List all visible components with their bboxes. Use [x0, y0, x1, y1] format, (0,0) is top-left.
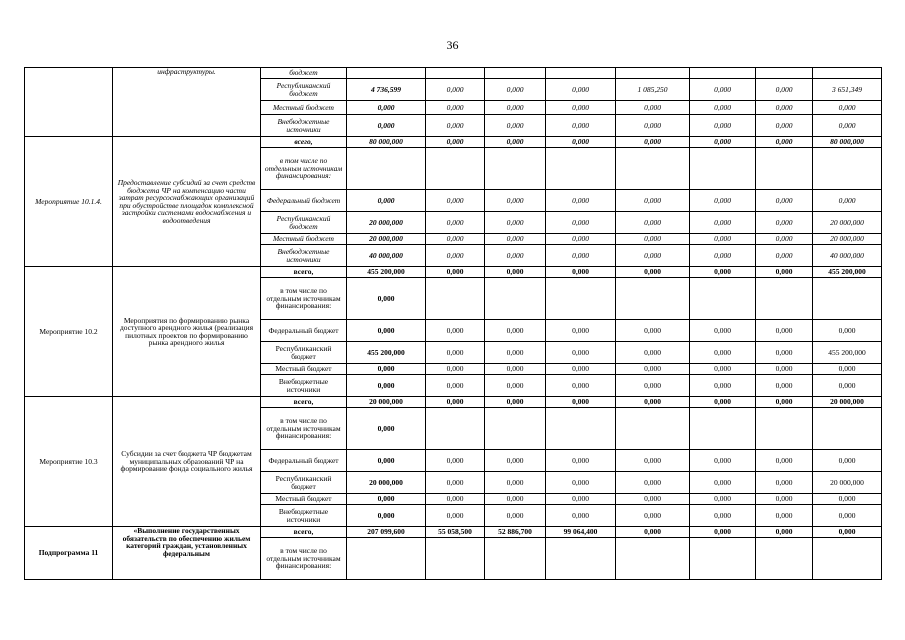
value-cell: 0,000 — [426, 364, 485, 375]
value-cell: 0,000 — [546, 472, 616, 494]
value-cell: 4 736,599 — [347, 79, 426, 101]
value-cell: 0,000 — [616, 397, 690, 408]
value-cell: 20 000,000 — [347, 472, 426, 494]
value-cell: 0,000 — [347, 364, 426, 375]
program-name-cell: Мероприятие 10.1.4. — [25, 137, 113, 267]
value-cell: 0,000 — [485, 245, 546, 267]
value-cell: 0,000 — [813, 364, 882, 375]
value-cell: 0,000 — [690, 79, 756, 101]
funding-source-cell: Внебюджетные источники — [261, 245, 347, 267]
value-cell: 0,000 — [426, 505, 485, 527]
program-description-cell: инфраструктуры. — [113, 68, 261, 137]
value-cell: 0,000 — [616, 190, 690, 212]
value-cell: 0,000 — [813, 505, 882, 527]
value-cell: 0,000 — [813, 101, 882, 115]
value-cell: 0,000 — [485, 375, 546, 397]
value-cell — [756, 278, 813, 320]
value-cell: 0,000 — [426, 472, 485, 494]
value-cell: 0,000 — [347, 278, 426, 320]
value-cell: 0,000 — [546, 397, 616, 408]
value-cell: 0,000 — [616, 245, 690, 267]
value-cell: 0,000 — [756, 375, 813, 397]
value-cell: 0,000 — [485, 320, 546, 342]
table-row — [25, 68, 882, 79]
value-cell: 455 200,000 — [813, 342, 882, 364]
value-cell: 40 000,000 — [347, 245, 426, 267]
value-cell: 0,000 — [426, 115, 485, 137]
value-cell: 0,000 — [546, 234, 616, 245]
value-cell: 0,000 — [485, 190, 546, 212]
value-cell: 0,000 — [813, 375, 882, 397]
value-cell: 0,000 — [347, 375, 426, 397]
value-cell — [426, 148, 485, 190]
value-cell: 0,000 — [485, 267, 546, 278]
value-cell: 0,000 — [426, 397, 485, 408]
value-cell — [485, 278, 546, 320]
value-cell: 0,000 — [347, 494, 426, 505]
value-cell: 0,000 — [426, 79, 485, 101]
value-cell — [546, 148, 616, 190]
value-cell: 0,000 — [690, 137, 756, 148]
value-cell: 0,000 — [426, 450, 485, 472]
value-cell: 0,000 — [616, 364, 690, 375]
value-cell: 0,000 — [690, 505, 756, 527]
value-cell: 0,000 — [546, 245, 616, 267]
value-cell: 0,000 — [546, 342, 616, 364]
value-cell: 0,000 — [756, 245, 813, 267]
value-cell — [546, 278, 616, 320]
page-number: 36 — [446, 38, 459, 52]
value-cell: 0,000 — [485, 137, 546, 148]
value-cell: 0,000 — [546, 115, 616, 137]
value-cell: 0,000 — [690, 472, 756, 494]
value-cell: 0,000 — [426, 320, 485, 342]
value-cell: 0,000 — [690, 364, 756, 375]
value-cell — [426, 538, 485, 580]
funding-source-cell: Местный бюджет — [261, 494, 347, 505]
value-cell: 0,000 — [546, 364, 616, 375]
value-cell: 80 000,000 — [813, 137, 882, 148]
value-cell: 0,000 — [690, 267, 756, 278]
value-cell: 0,000 — [485, 115, 546, 137]
value-cell — [546, 538, 616, 580]
value-cell: 0,000 — [616, 342, 690, 364]
value-cell — [813, 68, 882, 79]
value-cell: 0,000 — [426, 494, 485, 505]
value-cell: 0,000 — [690, 115, 756, 137]
value-cell: 0,000 — [546, 505, 616, 527]
value-cell: 0,000 — [813, 527, 882, 538]
value-cell — [485, 538, 546, 580]
value-cell: 0,000 — [485, 79, 546, 101]
funding-source-cell: Республиканский бюджет — [261, 79, 347, 101]
value-cell: 0,000 — [813, 494, 882, 505]
value-cell: 0,000 — [485, 342, 546, 364]
value-cell: 207 099,600 — [347, 527, 426, 538]
value-cell: 20 000,000 — [347, 234, 426, 245]
funding-source-cell: в том числе по отдельным источникам финансирования: — [261, 278, 347, 320]
funding-source-cell: Федеральный бюджет — [261, 450, 347, 472]
value-cell: 0,000 — [426, 190, 485, 212]
funding-source-cell: всего, — [261, 137, 347, 148]
value-cell — [756, 148, 813, 190]
value-cell: 0,000 — [690, 494, 756, 505]
value-cell — [690, 408, 756, 450]
table-row — [25, 397, 882, 408]
value-cell — [756, 538, 813, 580]
value-cell — [616, 148, 690, 190]
value-cell: 0,000 — [616, 505, 690, 527]
value-cell — [616, 68, 690, 79]
value-cell: 0,000 — [426, 245, 485, 267]
value-cell — [813, 538, 882, 580]
funding-source-cell: Внебюджетные источники — [261, 375, 347, 397]
funding-source-cell: бюджет — [261, 68, 347, 79]
value-cell: 0,000 — [485, 494, 546, 505]
value-cell — [690, 148, 756, 190]
value-cell: 40 000,000 — [813, 245, 882, 267]
value-cell: 0,000 — [690, 320, 756, 342]
value-cell: 0,000 — [347, 505, 426, 527]
funding-source-cell: всего, — [261, 397, 347, 408]
value-cell: 0,000 — [616, 450, 690, 472]
value-cell: 0,000 — [690, 245, 756, 267]
value-cell: 0,000 — [756, 472, 813, 494]
value-cell: 0,000 — [756, 101, 813, 115]
table-row — [25, 137, 882, 148]
value-cell — [347, 148, 426, 190]
value-cell: 0,000 — [347, 450, 426, 472]
value-cell: 80 000,000 — [347, 137, 426, 148]
value-cell — [813, 148, 882, 190]
value-cell: 0,000 — [485, 472, 546, 494]
value-cell: 99 064,400 — [546, 527, 616, 538]
table-row — [25, 527, 882, 538]
value-cell: 0,000 — [616, 234, 690, 245]
table-row — [25, 267, 882, 278]
value-cell: 0,000 — [813, 320, 882, 342]
value-cell: 0,000 — [485, 450, 546, 472]
value-cell: 0,000 — [347, 101, 426, 115]
value-cell: 0,000 — [485, 212, 546, 234]
value-cell: 0,000 — [546, 267, 616, 278]
value-cell: 0,000 — [616, 212, 690, 234]
value-cell: 0,000 — [485, 101, 546, 115]
value-cell: 0,000 — [426, 101, 485, 115]
value-cell: 0,000 — [546, 450, 616, 472]
value-cell: 0,000 — [546, 320, 616, 342]
value-cell — [616, 408, 690, 450]
value-cell — [616, 538, 690, 580]
value-cell — [756, 408, 813, 450]
value-cell: 0,000 — [690, 190, 756, 212]
value-cell: 20 000,000 — [347, 397, 426, 408]
value-cell — [690, 538, 756, 580]
value-cell: 0,000 — [347, 408, 426, 450]
funding-source-cell: Местный бюджет — [261, 364, 347, 375]
value-cell: 52 886,700 — [485, 527, 546, 538]
value-cell: 0,000 — [690, 527, 756, 538]
value-cell: 0,000 — [690, 450, 756, 472]
value-cell: 55 058,500 — [426, 527, 485, 538]
value-cell: 0,000 — [426, 212, 485, 234]
value-cell: 0,000 — [347, 320, 426, 342]
program-name-cell: Мероприятие 10.2 — [25, 267, 113, 397]
value-cell: 0,000 — [485, 364, 546, 375]
value-cell: 455 200,000 — [813, 267, 882, 278]
value-cell: 0,000 — [485, 234, 546, 245]
value-cell — [616, 278, 690, 320]
value-cell: 20 000,000 — [813, 234, 882, 245]
value-cell — [756, 68, 813, 79]
value-cell — [485, 408, 546, 450]
value-cell — [347, 538, 426, 580]
value-cell — [426, 68, 485, 79]
value-cell: 0,000 — [813, 115, 882, 137]
value-cell: 0,000 — [756, 342, 813, 364]
value-cell — [690, 278, 756, 320]
program-name-cell — [25, 68, 113, 137]
value-cell: 0,000 — [426, 137, 485, 148]
value-cell: 0,000 — [616, 472, 690, 494]
value-cell: 0,000 — [347, 190, 426, 212]
value-cell: 0,000 — [690, 212, 756, 234]
value-cell: 0,000 — [756, 527, 813, 538]
value-cell: 0,000 — [426, 375, 485, 397]
funding-source-cell: Местный бюджет — [261, 101, 347, 115]
funding-source-cell: Местный бюджет — [261, 234, 347, 245]
program-description-cell: Предоставление субсидий за счет средств бюджета ЧР на компенсацию части затрат ресурсоснабжающих организаций при обустройстве площадок комплексной застройки системами водоснабжения и водоотведения — [113, 137, 261, 267]
value-cell: 0,000 — [690, 375, 756, 397]
value-cell: 0,000 — [813, 190, 882, 212]
value-cell: 0,000 — [756, 364, 813, 375]
funding-source-cell: всего, — [261, 267, 347, 278]
value-cell: 0,000 — [485, 397, 546, 408]
value-cell: 0,000 — [756, 320, 813, 342]
value-cell: 0,000 — [546, 212, 616, 234]
value-cell: 0,000 — [426, 267, 485, 278]
value-cell: 455 200,000 — [347, 342, 426, 364]
value-cell: 0,000 — [546, 137, 616, 148]
funding-source-cell: в том числе по отдельным источникам финансирования: — [261, 408, 347, 450]
program-description-cell: Мероприятия по формированию рынка доступного арендного жилья (реализация пилотных проектов по формированию рынка арендного жилья — [113, 267, 261, 397]
value-cell: 0,000 — [616, 115, 690, 137]
value-cell: 0,000 — [756, 267, 813, 278]
value-cell: 20 000,000 — [347, 212, 426, 234]
value-cell: 0,000 — [690, 342, 756, 364]
value-cell: 0,000 — [756, 450, 813, 472]
value-cell: 0,000 — [616, 320, 690, 342]
value-cell: 20 000,000 — [813, 472, 882, 494]
value-cell: 0,000 — [690, 397, 756, 408]
value-cell: 0,000 — [546, 79, 616, 101]
value-cell: 0,000 — [426, 234, 485, 245]
value-cell — [485, 148, 546, 190]
value-cell — [813, 278, 882, 320]
program-name-cell: Мероприятие 10.3 — [25, 397, 113, 527]
value-cell: 0,000 — [347, 115, 426, 137]
value-cell: 0,000 — [616, 267, 690, 278]
value-cell: 0,000 — [756, 234, 813, 245]
funding-source-cell: Внебюджетные источники — [261, 505, 347, 527]
value-cell: 20 000,000 — [813, 397, 882, 408]
funding-source-cell: Внебюджетные источники — [261, 115, 347, 137]
value-cell — [485, 68, 546, 79]
funding-source-cell: в том числе по отдельным источникам финансирования: — [261, 538, 347, 580]
value-cell: 0,000 — [756, 190, 813, 212]
value-cell: 455 200,000 — [347, 267, 426, 278]
value-cell: 0,000 — [756, 494, 813, 505]
budget-table — [24, 67, 882, 580]
value-cell: 0,000 — [690, 101, 756, 115]
value-cell: 0,000 — [546, 375, 616, 397]
funding-source-cell: в том числе по отдельным источникам финансирования: — [261, 148, 347, 190]
value-cell: 0,000 — [690, 234, 756, 245]
funding-source-cell: всего, — [261, 527, 347, 538]
program-description-cell: «Выполнение государственных обязательств по обеспечению жильем категорий граждан, установленных федеральным — [113, 527, 261, 580]
value-cell: 0,000 — [616, 375, 690, 397]
value-cell: 0,000 — [546, 190, 616, 212]
value-cell: 0,000 — [813, 450, 882, 472]
funding-source-cell: Федеральный бюджет — [261, 190, 347, 212]
value-cell: 0,000 — [616, 527, 690, 538]
value-cell — [690, 68, 756, 79]
funding-source-cell: Федеральный бюджет — [261, 320, 347, 342]
value-cell: 0,000 — [546, 101, 616, 115]
value-cell: 0,000 — [546, 494, 616, 505]
value-cell — [546, 408, 616, 450]
value-cell: 3 651,349 — [813, 79, 882, 101]
value-cell: 0,000 — [756, 212, 813, 234]
value-cell — [426, 408, 485, 450]
program-name-cell: Подпрограмма 11 — [25, 527, 113, 580]
program-description-cell: Субсидии за счет бюджета ЧР бюджетам муниципальных образований ЧР на формирование фонда социального жилья — [113, 397, 261, 527]
value-cell: 0,000 — [426, 342, 485, 364]
value-cell: 0,000 — [616, 494, 690, 505]
value-cell — [426, 278, 485, 320]
value-cell: 0,000 — [485, 505, 546, 527]
funding-source-cell: Республиканский бюджет — [261, 212, 347, 234]
value-cell: 0,000 — [756, 397, 813, 408]
value-cell — [546, 68, 616, 79]
value-cell: 0,000 — [616, 137, 690, 148]
funding-source-cell: Республиканский бюджет — [261, 342, 347, 364]
value-cell — [813, 408, 882, 450]
value-cell: 0,000 — [756, 137, 813, 148]
value-cell: 0,000 — [756, 115, 813, 137]
value-cell — [347, 68, 426, 79]
value-cell: 20 000,000 — [813, 212, 882, 234]
value-cell: 0,000 — [616, 101, 690, 115]
value-cell: 0,000 — [756, 505, 813, 527]
funding-source-cell: Республиканский бюджет — [261, 472, 347, 494]
value-cell: 0,000 — [756, 79, 813, 101]
value-cell: 1 085,250 — [616, 79, 690, 101]
